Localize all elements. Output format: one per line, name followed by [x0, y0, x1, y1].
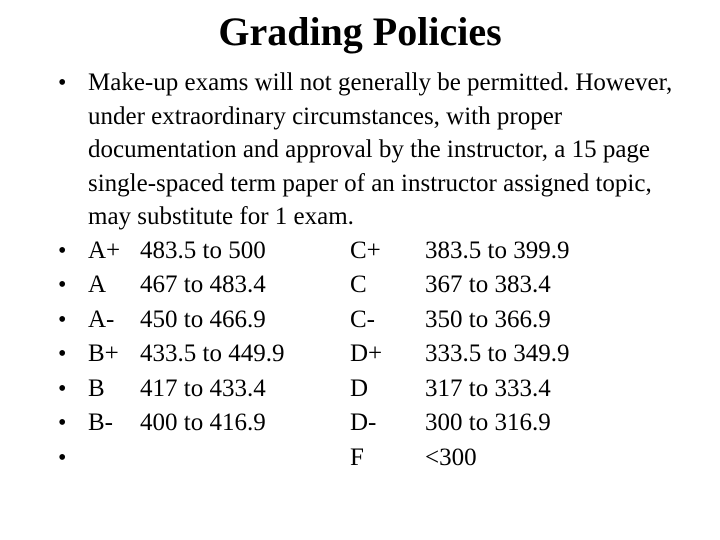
bullet-dot: • [58, 445, 67, 472]
grade-row [58, 406, 698, 441]
grade-range: 383.5 to 399.9 [425, 236, 570, 264]
grade-range: 300 to 316.9 [425, 409, 551, 437]
grade-range: 333.5 to 349.9 [425, 340, 570, 368]
bullet-dot: • [58, 70, 67, 96]
bullet-dot: • [58, 306, 67, 333]
bullet-dot: • [58, 375, 67, 402]
grade-row [58, 234, 698, 269]
makeup-policy-text: Make-up exams will not generally be permitted. However, under extraordinary circumstances, with proper documentation and approval by the instructor, a 15 page single-spaced term paper of an instructor assigned topic, may substitute for 1 exam. [88, 69, 673, 230]
grade-letter: F [350, 444, 364, 472]
grade-letter: D- [350, 409, 377, 437]
grade-range: 450 to 466.9 [140, 305, 266, 333]
grade-letter: C [350, 271, 367, 299]
grade-row [58, 303, 698, 338]
bullet-dot: • [58, 341, 67, 368]
grade-range: <300 [425, 444, 477, 472]
bullet-dot: • [58, 272, 67, 299]
grade-letter: D+ [350, 340, 383, 368]
grade-letter: A+ [88, 236, 121, 264]
grade-row [58, 441, 698, 476]
grade-letter: A- [88, 305, 115, 333]
grade-row [58, 337, 698, 372]
grade-letter: B+ [88, 340, 119, 368]
slide-title: Grading Policies [218, 9, 502, 54]
bullet-list [58, 66, 698, 476]
grade-range: 350 to 366.9 [425, 305, 551, 333]
grade-letter: B [88, 374, 105, 402]
grade-row [58, 268, 698, 303]
grade-range: 467 to 483.4 [140, 271, 266, 299]
grade-range: 433.5 to 449.9 [140, 340, 285, 368]
bullet-dot: • [58, 410, 67, 437]
grade-range: 417 to 433.4 [140, 374, 266, 402]
grade-letter: A [88, 271, 107, 299]
grade-letter: D [350, 374, 369, 402]
grade-range: 317 to 333.4 [425, 374, 551, 402]
grade-range: 400 to 416.9 [140, 409, 266, 437]
grade-range: 367 to 383.4 [425, 271, 551, 299]
bullet-makeup-policy [58, 66, 698, 234]
grade-letter: C+ [350, 236, 381, 264]
bullet-dot: • [58, 237, 67, 264]
grade-letter: C- [350, 305, 375, 333]
grade-row [58, 372, 698, 407]
grade-letter: B- [88, 409, 113, 437]
grade-range: 483.5 to 500 [140, 236, 266, 264]
